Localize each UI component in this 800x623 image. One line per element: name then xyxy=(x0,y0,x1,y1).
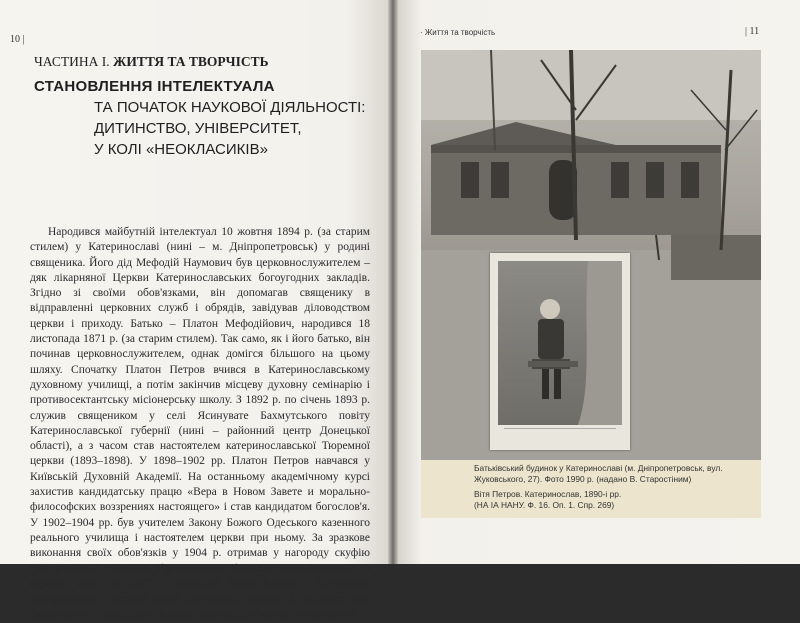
section-title-line4: У КОЛІ «НЕОКЛАСИКІВ» xyxy=(94,141,268,158)
child-portrait-drawing xyxy=(498,261,622,425)
section-title-line1: СТАНОВЛЕННЯ ІНТЕЛЕКТУАЛА xyxy=(34,78,275,95)
photo-captions xyxy=(474,463,764,511)
section-title-line2: ТА ПОЧАТОК НАУКОВОЇ ДІЯЛЬНОСТІ: xyxy=(94,99,366,116)
caption-archive-reference: (НА ІА НАНУ. Ф. 16. Оп. 1. Спр. 269) xyxy=(474,500,615,510)
child-portrait-photo xyxy=(498,261,622,425)
book-gutter xyxy=(388,0,398,564)
body-paragraph: Народився майбутній інтелектуал 10 жовтня 1894 р. (за старим стилем) у Катеринославі (нині – м. Дніпропетровськ) у родині священика. Його дід Мефодій Наумович був церковнослужителем – дяк лікарняної Церкви Катеринославських богоугодних закладів. Згідно зі своїми обов'язками, він допомагав священику в відправленні церковних служб і обрядів, завідував діловодством церкви і приходу. Батько – Платон Мефодійович, народився 18 листопада 1871 р. (за старим стилем). Так само, як і його батько, він починав церковнослужителем, однак домігся більшого на цьому шляху. Спочатку Платон Петров вчився в Катеринославському духовному училищі, а потім закінчив місцеву духовну семінарію і противосектантську місіонерську школу. З 1892 р. по січень 1893 р. служив священиком у селі Ясинувате Бахмутського повіту Катеринославської губернії (нині – районний центр Донецької області), а з часом став настоятелем катеринославської Тюремної церкви (1893–1898). У 1898–1902 рр. Платон Петров навчався у Київській Духовній Академії. На останньому академічному курсі захистив кандидатську працю «Вера в Новом Завете и морально-философских воззрениях настоящего» і став кандидатом богослов'я. У 1902–1904 рр. був учителем Закону Божого Одеського казенного реального училища і настоятелем церкви при ньому. За зразкове виконання своїх обов'язків у 1904 р. отримав у нагороду скуфію (гостроверхий головний убір з чорного або фіолетового оксамиту). З вересня 1904 по 1907 р. викладав закон Божий в Одеському комерційному училищі імені імператора Миколи I, водночас був священиком Олександро-Невської церкви при цьому навчальному xyxy=(30,226,370,621)
caption-portrait: Вітя Петров. Катеринослав, 1890-і рр. xyxy=(474,489,622,499)
caption-house: Батьківський будинок у Катеринославі (м. Дніпропетровськ, вул. Жуковського, 27). Фото 1990 р. (надано В. Старостіним) xyxy=(474,463,723,484)
running-head: · Життя та творчість xyxy=(420,28,496,37)
chapter-prefix: ЧАСТИНА I. xyxy=(34,54,110,69)
chapter-heading xyxy=(34,54,374,70)
right-page-number: | 11 xyxy=(745,26,760,37)
chapter-title: ЖИТТЯ ТА ТВОРЧІСТЬ xyxy=(112,54,269,69)
section-title xyxy=(34,78,374,158)
left-page-number: 10 | xyxy=(10,34,25,45)
card-footer-ornament xyxy=(504,428,616,445)
portrait-card xyxy=(490,253,630,450)
section-title-line3: ДИТИНСТВО, УНІВЕРСИТЕТ, xyxy=(94,120,302,137)
